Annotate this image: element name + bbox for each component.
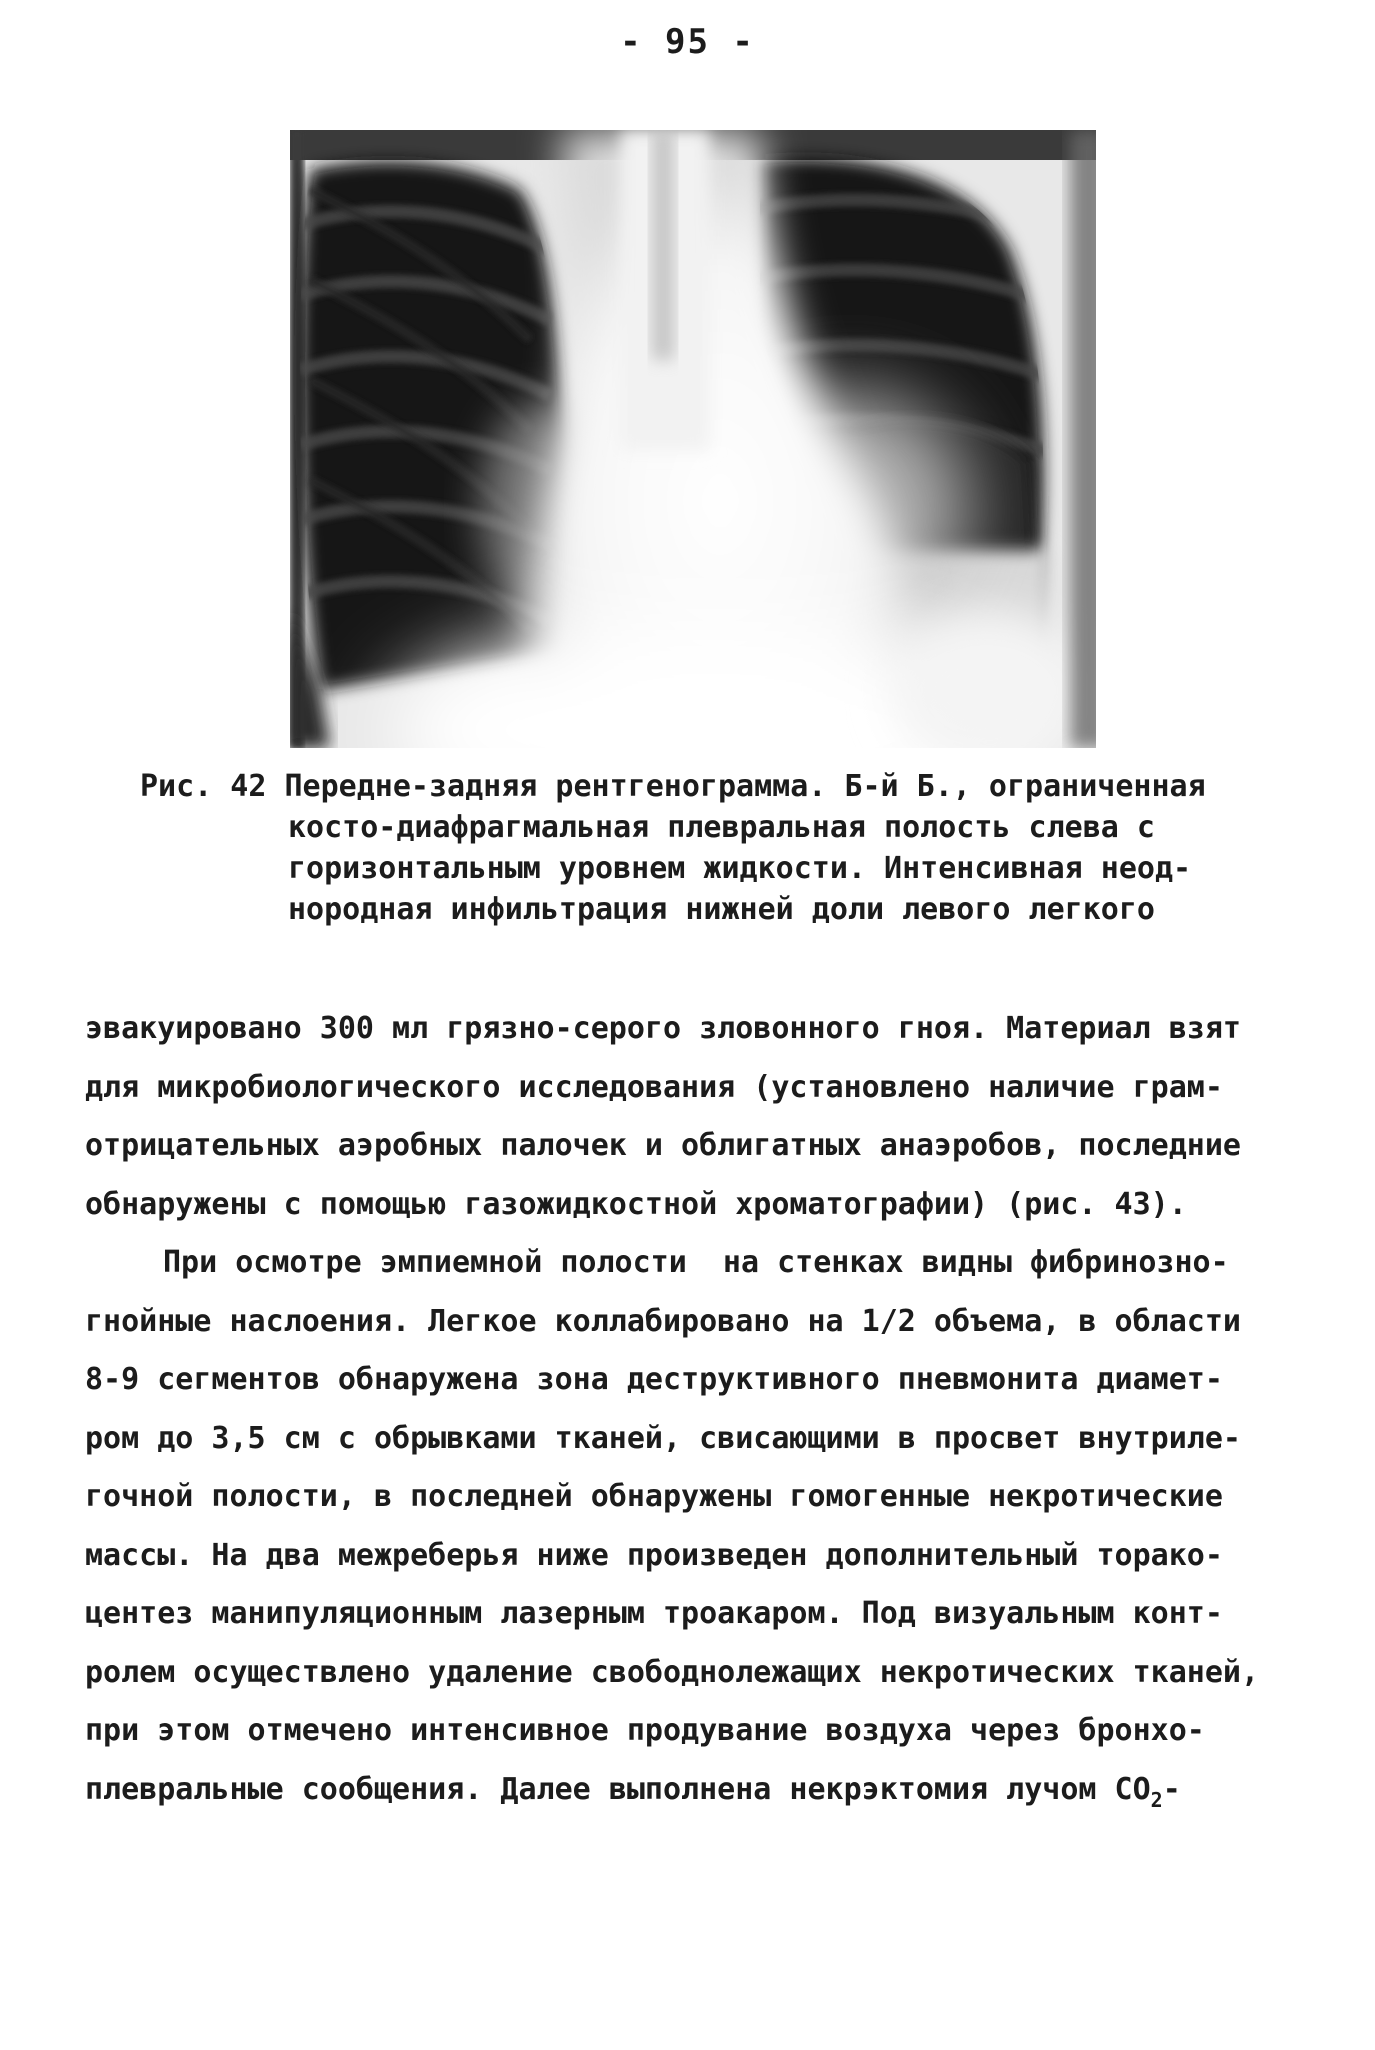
text-line: При осмотре эмпиемной полости на стенках видны фибринозно- xyxy=(163,1245,1229,1280)
caption-line: косто-диафрагмальная плевральная полость слева с xyxy=(288,810,1155,845)
text-line: для микробиологического исследования (установлено наличие грам- xyxy=(85,1069,1223,1105)
text-line: отрицательных аэробных палочек и облигатных анаэробов, последние xyxy=(85,1128,1241,1163)
subscript: 2 xyxy=(1150,1787,1163,1812)
text-line-tail: - xyxy=(1162,1771,1181,1807)
text-line: ром до 3,5 см с обрывками тканей, свисающими в просвет внутриле- xyxy=(85,1420,1241,1456)
text-line-last xyxy=(85,1761,1285,1820)
text-line: массы. На два межреберья ниже произведен дополнительный торако- xyxy=(85,1537,1223,1573)
page-number: - 95 - xyxy=(620,22,755,62)
caption-line: нородная инфильтрация нижней доли левого легкого xyxy=(288,892,1155,927)
caption-line: горизонтальным уровнем жидкости. Интенсивная неод- xyxy=(288,851,1192,886)
text-line: 8-9 сегментов обнаружена зона деструктивного пневмонита диамет- xyxy=(85,1362,1223,1397)
text-line: гочной полости, в последней обнаружены гомогенные некротические xyxy=(85,1479,1223,1514)
text-line: ролем осуществлено удаление свободнолежащих некротических тканей, xyxy=(85,1654,1259,1690)
chest-xray-image xyxy=(290,130,1108,748)
figure-caption xyxy=(140,766,1260,930)
text-line: гнойные наслоения. Легкое коллабировано на 1/2 объема, в области xyxy=(85,1303,1241,1339)
text-line: при этом отмечено интенсивное продувание воздуха через бронхо- xyxy=(85,1713,1205,1748)
text-line: эвакуировано 300 мл грязно-серого зловонного гноя. Материал взят xyxy=(85,1011,1241,1046)
text-line-main: плевральные сообщения. Далее выполнена некрэктомия лучом СО xyxy=(85,1771,1151,1807)
text-line: обнаружены с помощью газожидкостной хроматографии) (рис. 43). xyxy=(85,1186,1187,1222)
body-text xyxy=(85,1000,1285,1819)
caption-line: Рис. 42 Передне-задняя рентгенограмма. Б-й Б., ограниченная xyxy=(140,769,1206,804)
text-line: центез манипуляционным лазерным троакаром. Под визуальным конт- xyxy=(85,1596,1223,1631)
